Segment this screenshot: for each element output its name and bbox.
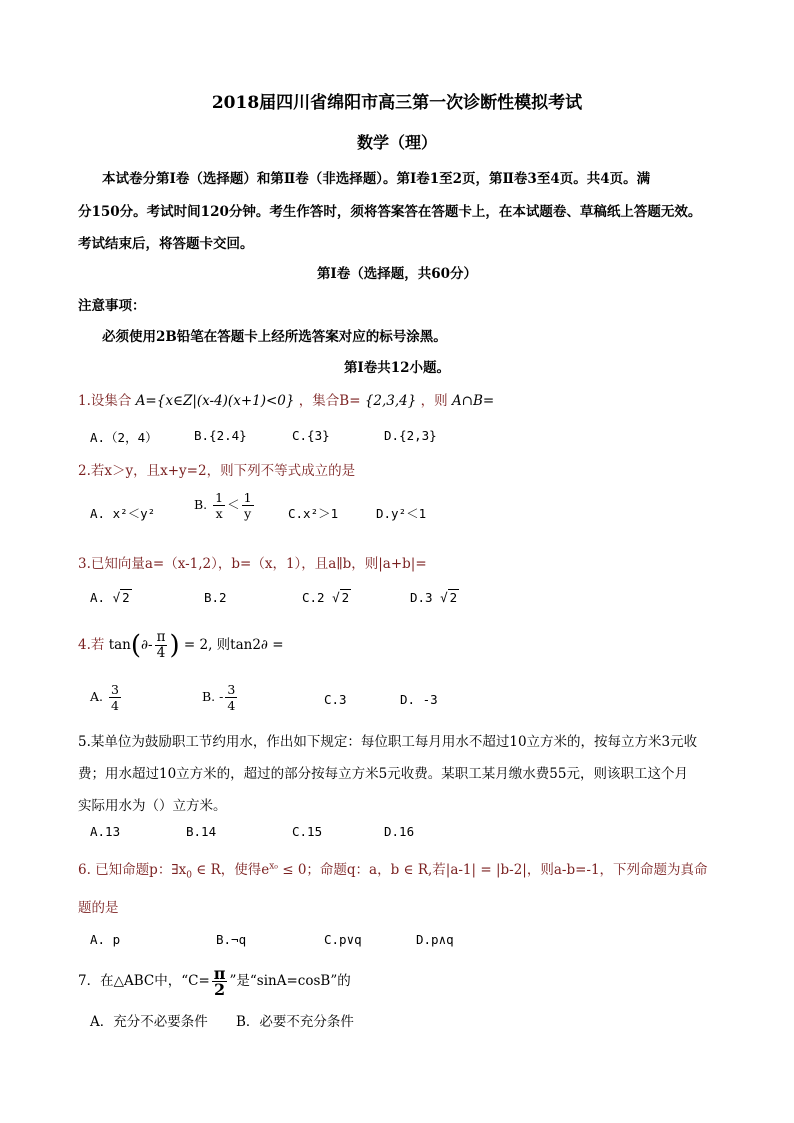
q2-option-b-label: B. xyxy=(194,497,208,512)
q1-option-a: A.（2，4） xyxy=(90,430,158,445)
q2-option-b xyxy=(194,490,256,521)
q4-a-fraction xyxy=(109,682,121,713)
q4-b-fraction xyxy=(225,682,237,713)
q4-tan: tan xyxy=(108,637,131,653)
intro-line-2: 分150分。考试时间120分钟。考生作答时，须将答案答在答题卡上，在本试题卷、草稿纸上答题无效。 xyxy=(78,204,702,220)
q7-two: 2 xyxy=(214,980,226,999)
question-4 xyxy=(78,630,284,661)
q6-part-1: 6. 已知命题p：∃x xyxy=(78,862,187,878)
q6-part-2: ∈ R，使得e xyxy=(192,862,270,878)
notice-label: 注意事项： xyxy=(78,298,146,314)
q1-option-c: C.{3} xyxy=(292,428,330,443)
q4-option-c: C.3 xyxy=(324,692,347,707)
intro-line-3: 考试结束后，将答题卡交回。 xyxy=(78,236,254,252)
q4-option-a-label: A. xyxy=(90,689,104,704)
q2-fraction-1 xyxy=(213,490,225,521)
q3-option-d xyxy=(410,590,459,605)
q1-expr: A∩B= xyxy=(451,393,495,409)
q4-option-a xyxy=(90,682,123,713)
q2-frac1-num: 1 xyxy=(215,490,224,505)
q4-a-den: 4 xyxy=(111,698,119,713)
q4-suffix: 则tan2∂ = xyxy=(216,637,284,653)
q2-option-a: A. x²＜y² xyxy=(90,506,156,521)
q5-option-b: B.14 xyxy=(186,824,217,839)
q3-c-radicand: 2 xyxy=(341,590,350,605)
question-1 xyxy=(78,389,494,409)
q4-equals-2: = 2, xyxy=(183,637,213,653)
q7-pi-over-2 xyxy=(212,966,228,997)
q5-line-1: 5.某单位为鼓励职工节约用水，作出如下规定：每位职工每月用水不超过10立方米的，按每立方米3元收 xyxy=(78,734,698,750)
q4-theta-minus: ∂- xyxy=(141,637,153,653)
section-heading: 第Ⅰ卷（选择题，共60分） xyxy=(316,266,478,282)
q2-less-than: ＜ xyxy=(227,497,240,512)
question-count: 第Ⅰ卷共12小题。 xyxy=(343,360,451,376)
q5-option-c: C.15 xyxy=(292,824,323,839)
q7-option-b: B．必要不充分条件 xyxy=(236,1014,354,1030)
q6-line-2: 题的是 xyxy=(78,900,119,916)
q4-b-num: 3 xyxy=(227,682,236,697)
q7-suffix: ”是“sinA=cosB”的 xyxy=(229,973,351,989)
q4-paren-close: ) xyxy=(169,630,180,661)
q5-option-d: D.16 xyxy=(384,824,415,839)
q1-suffix: ，则 xyxy=(420,393,448,409)
q1-option-d: D.{2,3} xyxy=(384,428,437,443)
q3-option-b: B.2 xyxy=(204,590,227,605)
q3-d-radicand: 2 xyxy=(449,590,458,605)
q3-c-sqrt-sign: √ xyxy=(332,590,340,605)
q2-frac2-den: y xyxy=(244,506,252,521)
q1-prefix: 1.设集合 xyxy=(78,393,132,409)
q4-b-den: 4 xyxy=(227,698,236,713)
q6-option-b: B.¬q xyxy=(216,932,247,947)
q7-pi: π xyxy=(213,964,226,983)
q5-option-a: A.13 xyxy=(90,824,121,839)
exam-subtitle: 数学（理） xyxy=(356,133,437,152)
question-3: 3.已知向量a=（x-1,2），b=（x，1），且a∥b，则|a+b|= xyxy=(78,556,427,572)
q6-line-1 xyxy=(78,858,708,881)
q6-option-a: A. p xyxy=(90,932,121,947)
q6-subscript: 0 xyxy=(186,870,192,881)
q5-line-2: 费；用水超过10立方米的，超过的部分按每立方米5元收费。某职工某月缴水费55元，则该职工这个月 xyxy=(78,766,688,782)
q4-pi-over-4 xyxy=(155,630,168,661)
q3-d-sqrt-sign: √ xyxy=(440,590,448,605)
question-2: 2.若x＞y，且x+y=2，则下列不等式成立的是 xyxy=(78,463,356,479)
q2-option-d: D.y²＜1 xyxy=(376,506,427,521)
q2-frac1-den: x xyxy=(215,506,223,521)
q6-superscript: x₀ xyxy=(269,861,278,872)
q5-line-3: 实际用水为（）立方米。 xyxy=(78,798,227,814)
q3-option-a-label: A. xyxy=(90,590,106,605)
q3-a-radicand: 2 xyxy=(122,590,130,605)
q2-fraction-2 xyxy=(242,490,254,521)
q1-option-b: B.{2.4} xyxy=(194,428,247,443)
q2-option-c: C.x²＞1 xyxy=(288,506,339,521)
question-7 xyxy=(78,966,351,997)
q3-a-sqrt-sign: √ xyxy=(112,590,121,605)
q3-option-c xyxy=(302,590,351,605)
q3-option-d-label: D.3 xyxy=(410,590,433,605)
q4-b-sign: - xyxy=(219,689,224,704)
q4-option-b-label: B. xyxy=(202,689,216,704)
q3-option-a xyxy=(90,590,132,605)
q4-option-d: D. -3 xyxy=(400,692,438,707)
q4-option-b xyxy=(202,682,239,713)
q6-part-3: ≤ 0；命题q：a，b ∈ R,若|a-1| = |b-2|，则a-b=-1，下列命题为真命 xyxy=(277,862,708,878)
q4-four: 4 xyxy=(156,645,166,661)
q6-option-c: C.p∨q xyxy=(324,932,362,947)
q1-set-a: A={x∈Z|(x-4)(x+1)<0} xyxy=(135,393,295,409)
q4-paren-open: ( xyxy=(130,630,142,661)
q3-option-c-label: C.2 xyxy=(302,590,325,605)
q4-pi: π xyxy=(156,629,166,645)
q4-prefix: 4.若 xyxy=(78,637,105,653)
q2-frac2-num: 1 xyxy=(243,490,252,505)
q1-mid: ，集合B= xyxy=(298,393,361,409)
q6-option-d: D.p∧q xyxy=(416,932,454,947)
q1-set-b: {2,3,4} xyxy=(364,393,417,409)
notice-text: 必须使用2B铅笔在答题卡上经所选答案对应的标号涂黑。 xyxy=(102,329,447,345)
exam-title: 2018届四川省绵阳市高三第一次诊断性模拟考试 xyxy=(211,93,583,113)
q4-a-num: 3 xyxy=(111,682,119,697)
intro-line-1: 本试卷分第Ⅰ卷（选择题）和第Ⅱ卷（非选择题）。第Ⅰ卷1至2页，第Ⅱ卷3至4页。共4页。满 xyxy=(102,171,651,187)
q7-prefix: 7．在△ABC中，“C= xyxy=(78,973,210,989)
q7-option-a: A．充分不必要条件 xyxy=(90,1014,208,1030)
